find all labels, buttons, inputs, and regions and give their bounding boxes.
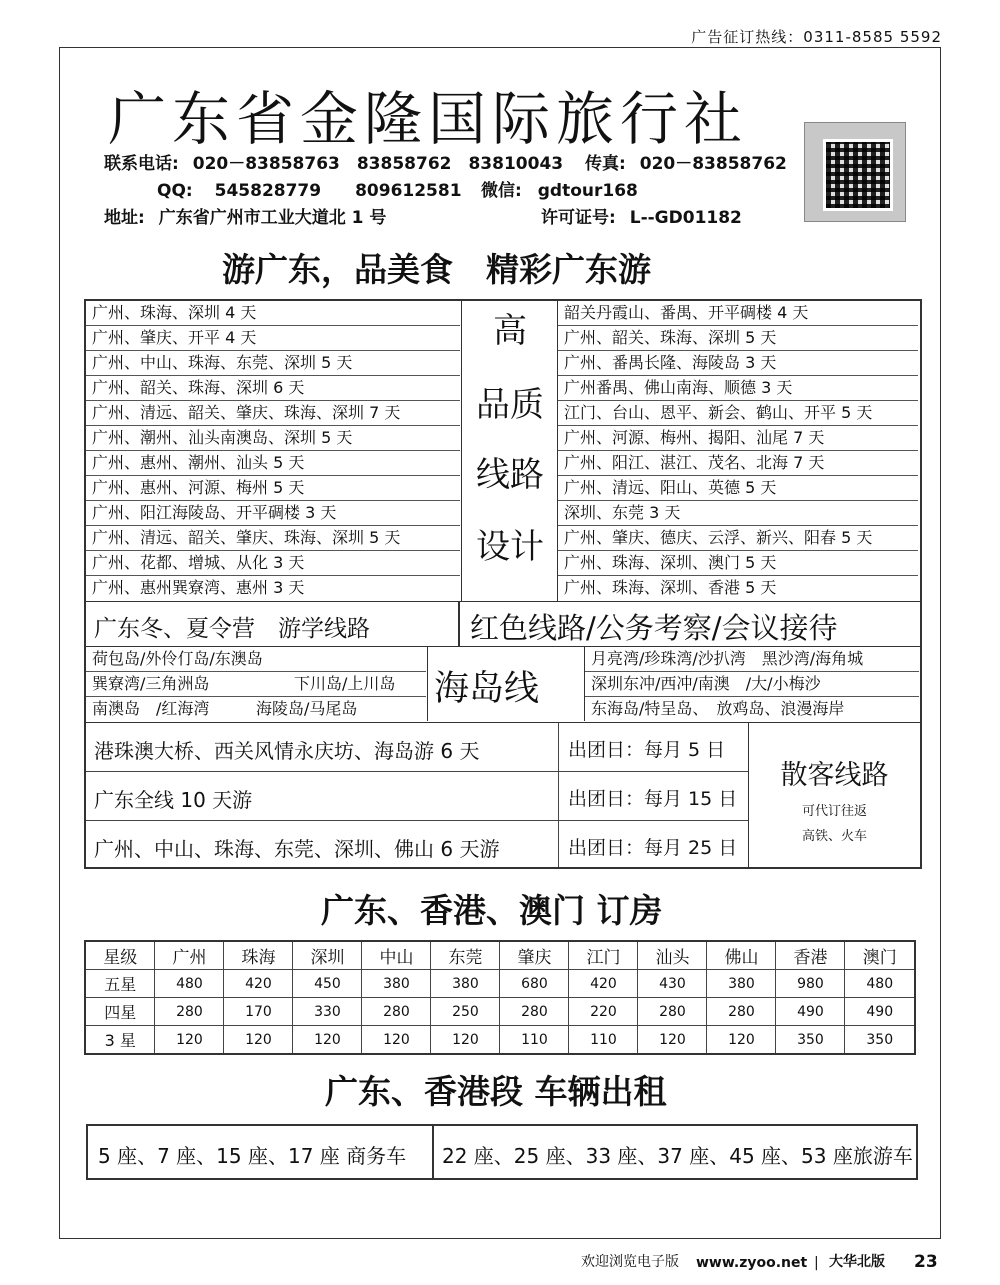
route-item: 广州、阳江、湛江、茂名、北海 7 天 xyxy=(558,451,918,476)
qq-label: QQ: xyxy=(157,181,193,201)
right-route-list xyxy=(558,301,920,601)
price-cell: 480 xyxy=(845,970,915,998)
price-cell: 330 xyxy=(293,998,362,1026)
price-cell: 350 xyxy=(776,1026,845,1055)
car-rental-box xyxy=(86,1124,918,1180)
island-right xyxy=(584,647,920,721)
group-date: 出团日：每月 25 日 xyxy=(568,837,738,859)
price-cell: 380 xyxy=(707,970,776,998)
fax-row xyxy=(585,149,787,174)
price-cell: 680 xyxy=(500,970,569,998)
qq-numbers: 545828779 809612581 xyxy=(214,181,462,201)
route-item: 广州、中山、珠海、东莞、深圳 5 天 xyxy=(86,351,460,376)
route-item: 广州、肇庆、德庆、云浮、新兴、阳春 5 天 xyxy=(558,526,918,551)
divider xyxy=(432,1126,434,1178)
island-name: 荷包岛/外伶仃岛/东澳岛 xyxy=(92,649,263,668)
group-name: 广东全线 10 天游 xyxy=(94,788,253,812)
hotel-header-cell: 汕头 xyxy=(638,941,707,970)
price-cell: 280 xyxy=(500,998,569,1026)
island-left-row xyxy=(86,672,426,697)
hotel-title: 广东、香港、澳门 订房 xyxy=(321,891,663,930)
island-section xyxy=(86,647,920,723)
quality-label xyxy=(462,301,558,601)
qr-code xyxy=(804,122,906,222)
group-name: 港珠澳大桥、西关风情永庆坊、海岛游 6 天 xyxy=(94,739,480,763)
price-cell: 120 xyxy=(155,1026,224,1055)
price-cell: 480 xyxy=(155,970,224,998)
route-item: 广州、韶关、珠海、深圳 6 天 xyxy=(86,376,460,401)
wechat-row xyxy=(481,176,638,201)
price-cell: 280 xyxy=(707,998,776,1026)
island-label: 海岛线 xyxy=(434,669,540,709)
island-left-row xyxy=(86,647,426,672)
price-cell: 280 xyxy=(155,998,224,1026)
island-name: 海陵岛/马尾岛 xyxy=(256,699,358,718)
hotel-header-cell: 珠海 xyxy=(224,941,293,970)
group-row xyxy=(86,821,748,867)
price-cell: 380 xyxy=(362,970,431,998)
price-cell: 120 xyxy=(293,1026,362,1055)
group-row xyxy=(86,723,748,772)
address-text: 广东省广州市工业大道北 1 号 xyxy=(158,208,387,228)
price-cell: 170 xyxy=(224,998,293,1026)
page-number: 23 xyxy=(914,1252,938,1272)
island-name: 东海岛/特呈岛、 放鸡岛、浪漫海岸 xyxy=(591,699,845,718)
footer-site-link[interactable]: www.zyoo.net xyxy=(696,1255,808,1271)
ad-hotline: 广告征订热线：0311-8585 5592 xyxy=(691,28,942,46)
price-cell: 420 xyxy=(569,970,638,998)
scattered-note: 可代订往返 xyxy=(801,804,867,819)
divider xyxy=(558,821,559,867)
scattered-note: 高铁、火车 xyxy=(801,829,867,844)
route-item: 广州、惠州巽寮湾、惠州 3 天 xyxy=(92,578,305,597)
footer-welcome: 欢迎浏览电子版 xyxy=(581,1254,679,1270)
route-item: 广州、番禺长隆、海陵岛 3 天 xyxy=(558,351,918,376)
island-right-row xyxy=(585,697,919,722)
quality-char-1: 高 xyxy=(493,311,527,351)
fax-number: 020－83858762 xyxy=(639,154,787,174)
business-cars: 5 座、7 座、15 座、17 座 商务车 xyxy=(98,1144,407,1168)
price-cell: 120 xyxy=(362,1026,431,1055)
price-cell: 380 xyxy=(431,970,500,998)
island-left xyxy=(86,647,428,721)
hotel-header-cell: 东莞 xyxy=(431,941,500,970)
price-cell: 280 xyxy=(638,998,707,1026)
camp-routes: 广东冬、夏令营 游学线路 xyxy=(94,616,370,642)
price-cell: 420 xyxy=(224,970,293,998)
price-cell: 110 xyxy=(500,1026,569,1055)
phone-numbers: 020－83858763 83858762 83810043 xyxy=(192,154,564,174)
quality-char-3: 线路 xyxy=(476,455,544,495)
scattered-routes xyxy=(748,723,920,867)
divider xyxy=(558,723,559,771)
route-item: 广州、珠海、深圳 4 天 xyxy=(86,301,460,326)
route-item: 广州、惠州、潮州、汕头 5 天 xyxy=(86,451,460,476)
star-rating-cell: 四星 xyxy=(85,998,155,1026)
route-item: 广州番禺、佛山南海、顺德 3 天 xyxy=(558,376,918,401)
group-date: 出团日：每月 15 日 xyxy=(568,788,738,810)
price-cell: 980 xyxy=(776,970,845,998)
group-date: 出团日：每月 5 日 xyxy=(568,739,726,761)
route-item: 深圳、东莞 3 天 xyxy=(558,501,918,526)
group-tours xyxy=(86,723,748,867)
routes-title: 游广东，品美食 精彩广东游 xyxy=(222,250,651,289)
footer-separator: | xyxy=(814,1255,819,1271)
island-left-row xyxy=(86,697,426,722)
phone-row xyxy=(104,149,563,174)
address-label: 地址: xyxy=(104,208,145,228)
route-item: 广州、清远、韶关、肇庆、珠海、深圳 7 天 xyxy=(86,401,460,426)
route-item: 广州、珠海、深圳、香港 5 天 xyxy=(564,578,777,597)
island-name: 南澳岛 /红海湾 xyxy=(92,699,210,718)
license-label: 许可证号: xyxy=(541,208,616,228)
price-cell: 120 xyxy=(707,1026,776,1055)
scattered-title: 散客线路 xyxy=(780,760,889,791)
hotel-header-cell: 香港 xyxy=(776,941,845,970)
price-cell: 430 xyxy=(638,970,707,998)
hotel-header-cell: 江门 xyxy=(569,941,638,970)
route-item: 韶关丹霞山、番禺、开平碉楼 4 天 xyxy=(558,301,918,326)
star-rating-cell: 五星 xyxy=(85,970,155,998)
hotel-header-cell: 广州 xyxy=(155,941,224,970)
route-item: 广州、清远、韶关、肇庆、珠海、深圳 5 天 xyxy=(86,526,460,551)
hotel-header-cell: 星级 xyxy=(85,941,155,970)
hotel-price-row xyxy=(85,970,915,998)
divider xyxy=(458,602,460,646)
price-cell: 120 xyxy=(638,1026,707,1055)
island-name: 巽寮湾/三角洲岛 xyxy=(92,674,210,693)
hotel-header-cell: 中山 xyxy=(362,941,431,970)
price-cell: 220 xyxy=(569,998,638,1026)
price-cell: 280 xyxy=(362,998,431,1026)
wechat-id: gdtour168 xyxy=(537,181,638,201)
price-cell: 110 xyxy=(569,1026,638,1055)
island-right-row xyxy=(585,672,919,697)
phone-label: 联系电话: xyxy=(104,154,179,174)
company-name: 广东省金隆国际旅行社 xyxy=(108,85,749,153)
license-row xyxy=(541,203,742,228)
route-item: 广州、珠海、深圳、澳门 5 天 xyxy=(558,551,918,576)
car-title: 广东、香港段 车辆出租 xyxy=(325,1072,667,1111)
quality-char-2: 品质 xyxy=(476,385,544,425)
group-name: 广州、中山、珠海、东莞、深圳、佛山 6 天游 xyxy=(94,837,500,861)
route-item: 广州、潮州、汕头南澳岛、深圳 5 天 xyxy=(86,426,460,451)
left-route-list xyxy=(86,301,462,601)
special-row xyxy=(86,601,920,647)
tour-buses: 22 座、25 座、33 座、37 座、45 座、53 座旅游车 xyxy=(442,1144,913,1168)
route-item: 广州、花都、增城、从化 3 天 xyxy=(86,551,460,576)
address-row xyxy=(104,203,386,228)
fax-label: 传真: xyxy=(585,154,626,174)
hotel-header-row xyxy=(85,941,915,970)
hotel-price-row xyxy=(85,998,915,1026)
price-cell: 120 xyxy=(224,1026,293,1055)
route-item: 广州、阳江海陵岛、开平碉楼 3 天 xyxy=(86,501,460,526)
hotel-price-row xyxy=(85,1026,915,1055)
hotel-header-cell: 肇庆 xyxy=(500,941,569,970)
island-right-row xyxy=(585,647,919,672)
license-number: L--GD01182 xyxy=(629,208,742,228)
quality-char-4: 设计 xyxy=(476,527,544,567)
route-item: 广州、惠州、河源、梅州 5 天 xyxy=(86,476,460,501)
island-name: 月亮湾/珍珠湾/沙扒湾 黑沙湾/海角城 xyxy=(591,649,864,668)
price-cell: 490 xyxy=(845,998,915,1026)
price-cell: 450 xyxy=(293,970,362,998)
hotel-header-cell: 深圳 xyxy=(293,941,362,970)
route-item: 广州、韶关、珠海、深圳 5 天 xyxy=(558,326,918,351)
footer-edition: 大华北版 xyxy=(829,1254,885,1270)
route-item: 江门、台山、恩平、新会、鹤山、开平 5 天 xyxy=(558,401,918,426)
wechat-label: 微信: xyxy=(481,181,522,201)
red-routes: 红色线路/公务考察/会议接待 xyxy=(470,611,838,645)
routes-table xyxy=(84,299,922,869)
hotel-header-cell: 佛山 xyxy=(707,941,776,970)
qq-row xyxy=(157,176,462,201)
island-name: 下川岛/上川岛 xyxy=(294,674,396,693)
island-name: 深圳东冲/西冲/南澳 /大/小梅沙 xyxy=(591,674,821,693)
price-cell: 490 xyxy=(776,998,845,1026)
route-item: 广州、清远、阳山、英德 5 天 xyxy=(558,476,918,501)
hotel-price-table xyxy=(84,940,916,1055)
group-row xyxy=(86,772,748,821)
route-item: 广州、肇庆、开平 4 天 xyxy=(86,326,460,351)
star-rating-cell: 3 星 xyxy=(85,1026,155,1055)
divider xyxy=(558,772,559,820)
route-item: 广州、河源、梅州、揭阳、汕尾 7 天 xyxy=(558,426,918,451)
price-cell: 250 xyxy=(431,998,500,1026)
price-cell: 350 xyxy=(845,1026,915,1055)
hotel-header-cell: 澳门 xyxy=(845,941,915,970)
price-cell: 120 xyxy=(431,1026,500,1055)
